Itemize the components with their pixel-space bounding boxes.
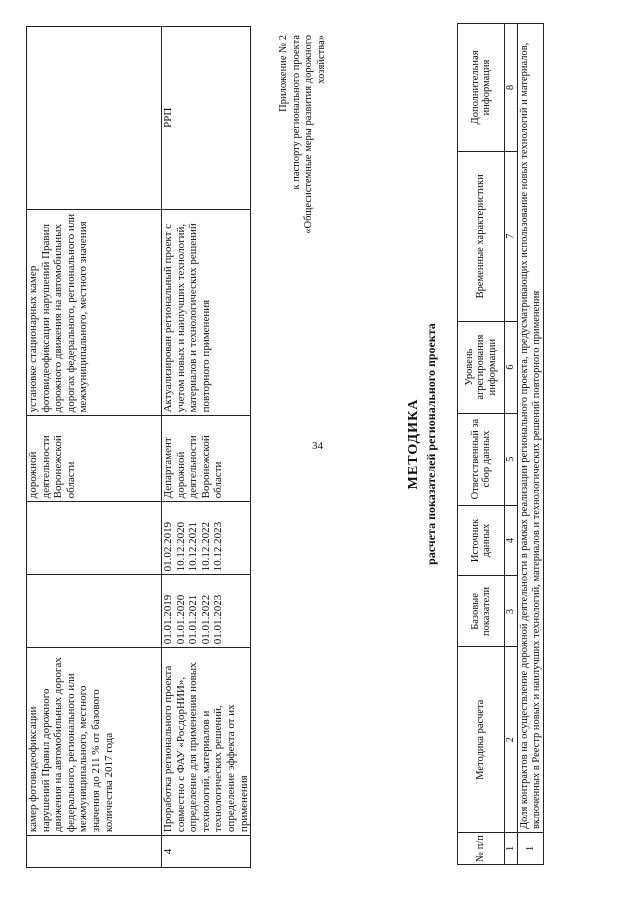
- column-number-row: [505, 24, 518, 865]
- column-header: Уровень агрегирования информации: [458, 321, 505, 413]
- column-header: Дополнительная информация: [458, 24, 505, 152]
- column-header: Источник данных: [458, 505, 505, 576]
- annex-line: к паспорту регионального проекта: [290, 35, 302, 190]
- result-cell: установке стационарных камер фотовидеофиксации нарушений Правил дорожного движения на автомобильных дорогах федерального, регионального или межмуниципального, местного значения: [27, 209, 162, 416]
- column-header: № п/п: [458, 833, 505, 865]
- indicator-description-cell: Доля контрактов на осуществление дорожной деятельности в рамках реализации регионального проекта, предусматривающих использование новых технологий и материалов, включенных в Реестр новых и наилучших технологий, материалов и технологических решений повторного применения: [518, 24, 544, 833]
- end-dates-cell: [27, 502, 162, 575]
- row-number-cell: 1: [518, 833, 544, 865]
- row-number-cell: 4: [162, 836, 251, 868]
- table-row: [518, 24, 544, 865]
- note-cell: РРП: [162, 27, 251, 210]
- column-header: Ответственный за сбор данных: [458, 413, 505, 505]
- annex-note: [278, 35, 328, 295]
- task-description-cell: камер фотовидеофиксации нарушений Правил дорожного движения на автомобильных дорогах федерального, регионального или межмуниципального, местного значения до 211 % от базового количества 2017 года: [27, 648, 162, 836]
- column-number: 5: [505, 413, 518, 505]
- responsible-cell: дорожной деятельности Воронежской области: [27, 416, 162, 502]
- column-header: Временные характеристики: [458, 151, 505, 321]
- note-cell: [27, 27, 162, 210]
- document-subtitle: расчета показателей регионального проекта: [424, 323, 438, 565]
- column-number: 2: [505, 647, 518, 833]
- column-number: 1: [505, 833, 518, 865]
- end-dates-cell: 01.02.2019 10.12.2020 10.12.2021 10.12.2022 10.12.2023: [162, 502, 251, 575]
- header-row: [458, 24, 505, 865]
- column-number: 7: [505, 151, 518, 321]
- document-title: МЕТОДИКА: [406, 398, 421, 490]
- start-dates-cell: [27, 575, 162, 648]
- page-number: 34: [312, 440, 323, 452]
- start-dates-cell: 01.01.2019 01.01.2020 01.01.2021 01.01.2022 01.01.2023: [162, 575, 251, 648]
- column-number: 8: [505, 24, 518, 152]
- column-number: 6: [505, 321, 518, 413]
- annex-line: Приложение № 2: [278, 35, 289, 112]
- annex-line: хозяйства»: [315, 35, 327, 84]
- responsible-cell: Департамент дорожной деятельности Воронежской области: [162, 416, 251, 502]
- column-number: 4: [505, 505, 518, 576]
- table-row: [162, 27, 251, 868]
- table-row: [27, 27, 162, 868]
- rotated-page-content: [16, 18, 624, 880]
- result-cell: Актуализирован региональный проект с учетом новых и наилучших технологий, материалов и технологических решений повторного применения: [162, 209, 251, 416]
- task-description-cell: Проработка регионального проекта совместно с ФАУ «РосдорНИИ», определение для применения новых технологий, материалов и технологических решений, определение эффекта от их применения: [162, 648, 251, 836]
- column-number: 3: [505, 576, 518, 647]
- row-number-cell: [27, 836, 162, 868]
- column-header: Методика расчета: [458, 647, 505, 833]
- schedule-table: [26, 26, 251, 868]
- annex-line: «Общесистемные меры развития дорожного: [303, 35, 314, 234]
- column-header: Базовые показатели: [458, 576, 505, 647]
- methodology-table: [457, 23, 544, 865]
